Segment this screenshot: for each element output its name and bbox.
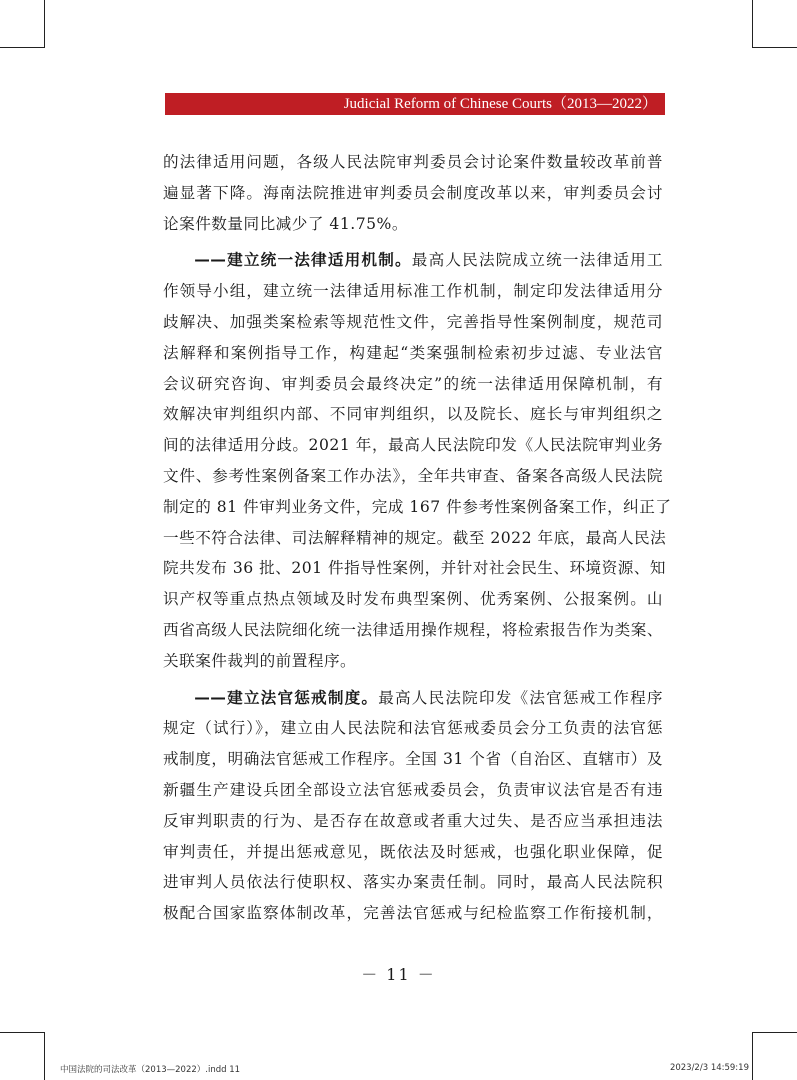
text-line: 进审判人员依法行使职权、落实办案责任制。同时，最高人民法院积 — [163, 873, 663, 892]
text-line: 识产权等重点热点领域及时发布典型案例、优秀案例、公报案例。山 — [163, 590, 663, 609]
text-line — [163, 683, 663, 714]
text-run: 最高人民法院印发《法官惩戒工作程序 — [378, 688, 663, 707]
text-line: 效解决审判组织内部、不同审判组织，以及院长、庭长与审判组织之 — [163, 405, 663, 424]
crop-mark — [752, 1032, 797, 1033]
text-line: 会议研究咨询、审判委员会最终决定”的统一法律适用保障机制，有 — [163, 374, 663, 393]
text-line: 西省高级人民法院细化统一法律适用操作规程，将检索报告作为类案、 — [163, 620, 663, 639]
print-slug-left: 中国法院的司法改革（2013—2022）.indd 11 — [60, 1065, 241, 1075]
text-line: 戒制度，明确法官惩戒工作程序。全国 31 个省（自治区、直辖市）及 — [163, 750, 663, 769]
text-line: 反审判职责的行为、是否存在故意或者重大过失、是否应当承担违法 — [163, 811, 663, 830]
crop-mark — [752, 47, 797, 48]
text-line: 论案件数量同比减少了 41.75%。 — [163, 214, 408, 233]
text-line: 文件、参考性案例备案工作办法》，全年共审查、备案各高级人民法院 — [163, 466, 663, 485]
text-line: 间的法律适用分歧。2021 年，最高人民法院印发《人民法院审判业务 — [163, 436, 663, 455]
crop-mark — [0, 1032, 45, 1033]
text-line: 一些不符合法律、司法解释精神的规定。截至 2022 年底，最高人民法 — [163, 528, 667, 547]
body-text — [163, 147, 672, 929]
paragraph — [163, 245, 672, 676]
page-number: － 11 － — [361, 965, 436, 984]
text-line: 极配合国家监察体制改革，完善法官惩戒与纪检监察工作衔接机制， — [163, 904, 663, 923]
text-line: 制定的 81 件审判业务文件，完成 167 件参考性案例备案工作，纠正了 — [163, 497, 672, 516]
text-line: 新疆生产建设兵团全部设立法官惩戒委员会，负责审议法官是否有违 — [163, 780, 663, 799]
text-line: 关联案件裁判的前置程序。 — [163, 651, 357, 670]
running-header: Judicial Reform of Chinese Courts（2013—2022） — [165, 93, 665, 115]
crop-mark — [44, 1032, 45, 1080]
text-line: 遍显著下降。海南法院推进审判委员会制度改革以来，审判委员会讨 — [163, 183, 663, 202]
text-line: 院共发布 36 批、201 件指导性案例，并针对社会民生、环境资源、知 — [163, 559, 667, 578]
text-line: 规定（试行）》，建立由人民法院和法官惩戒委员会分工负责的法官惩 — [163, 719, 663, 738]
text-line: 歧解决、加强类案检索等规范性文件，完善指导性案例制度，规范司 — [163, 312, 663, 331]
text-run: 最高人民法院成立统一法律适用工 — [411, 251, 663, 270]
paragraph — [163, 147, 663, 239]
text-line: 法解释和案例指导工作，构建起“类案强制检索初步过滤、专业法官 — [163, 343, 663, 362]
section-lead: ——建立统一法律适用机制。 — [194, 251, 412, 270]
text-line: 审判责任，并提出惩戒意见，既依法及时惩戒，也强化职业保障，促 — [163, 842, 663, 861]
crop-mark — [44, 0, 45, 48]
section-lead: ——建立法官惩戒制度。 — [194, 688, 379, 707]
crop-mark — [752, 0, 753, 48]
crop-mark — [752, 1032, 753, 1080]
paragraph — [163, 683, 663, 929]
text-line: 的法律适用问题，各级人民法院审判委员会讨论案件数量较改革前普 — [163, 153, 663, 171]
crop-mark — [0, 47, 45, 48]
text-line — [163, 245, 663, 276]
print-slug-right: 2023/2/3 14:59:19 — [669, 1063, 749, 1073]
text-line: 作领导小组，建立统一法律适用标准工作机制，制定印发法律适用分 — [163, 282, 663, 301]
